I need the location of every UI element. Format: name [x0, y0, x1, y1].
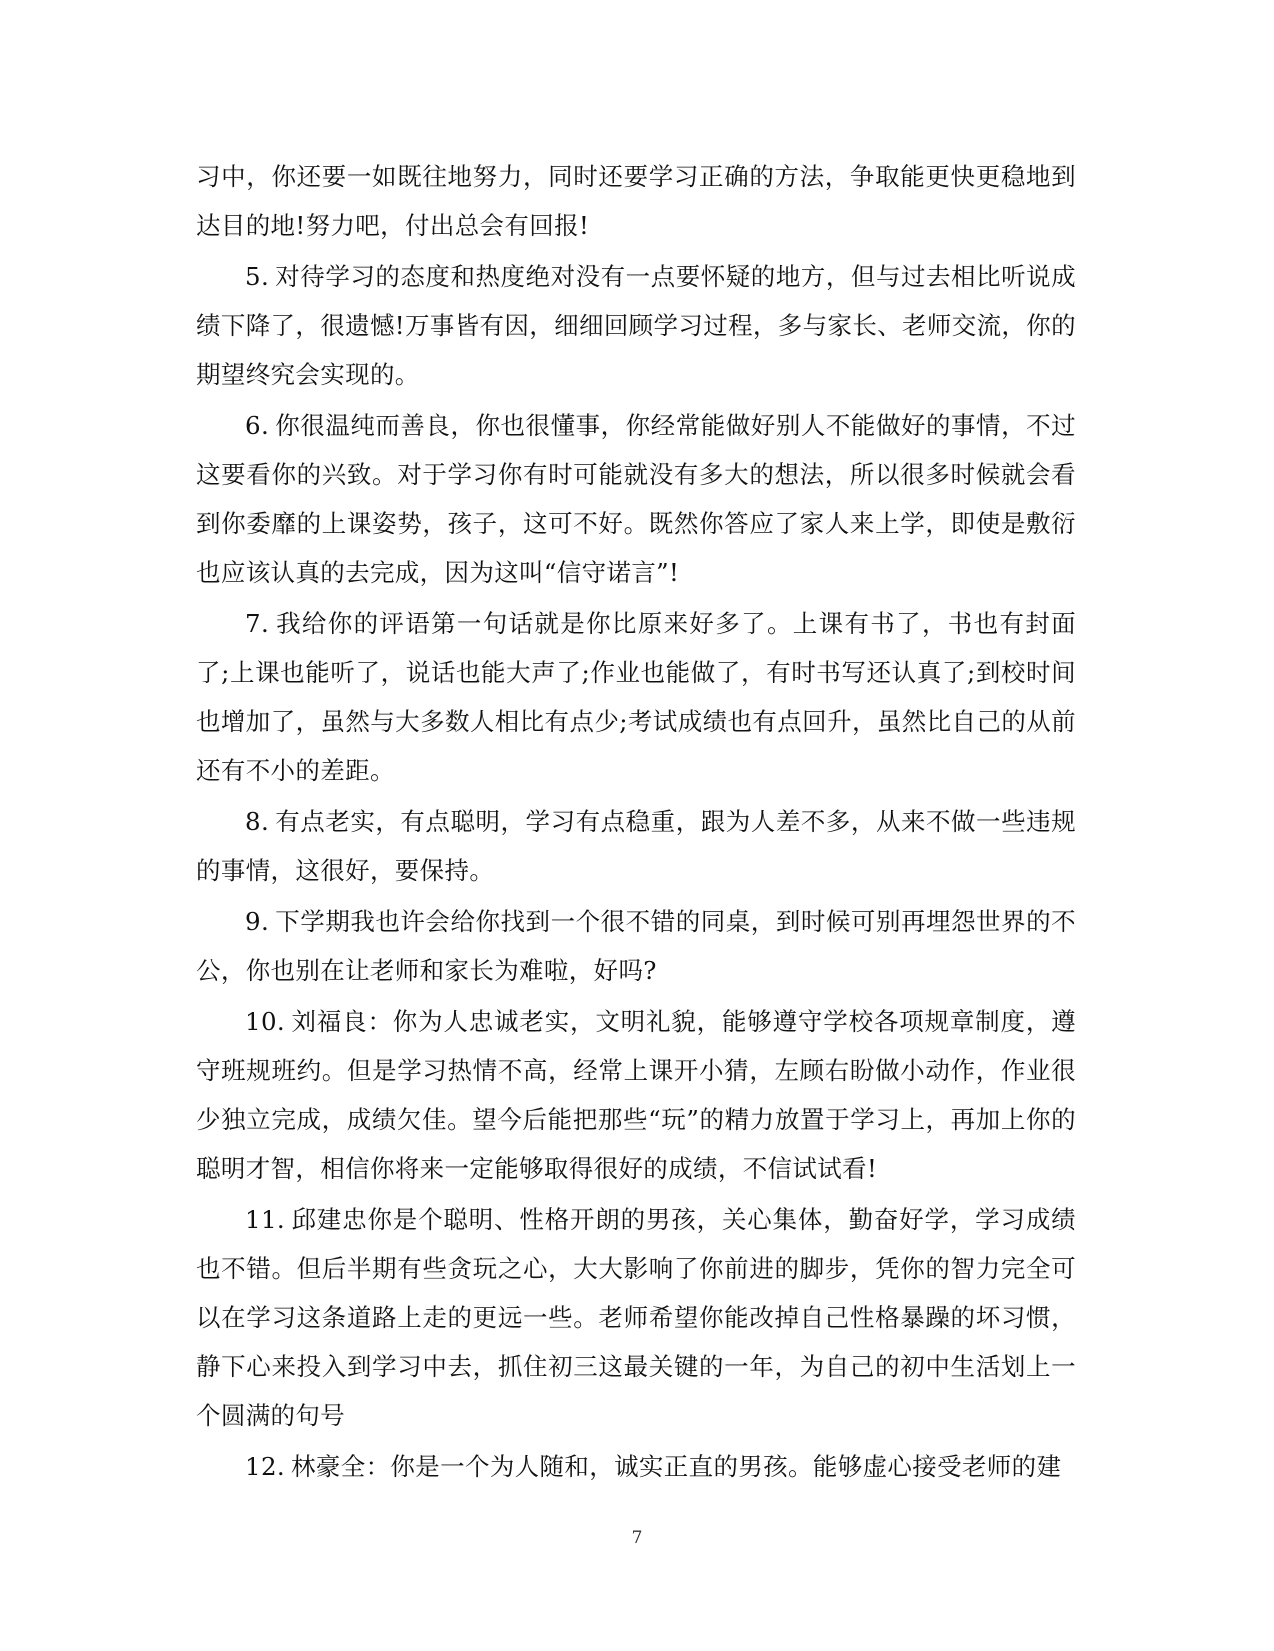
- paragraph-item-5: [196, 252, 1076, 399]
- item-number: 11.: [245, 1205, 286, 1234]
- item-number: 12.: [245, 1452, 286, 1481]
- paragraph-text: 下学期我也许会给你找到一个很不错的同桌，到时候可别再埋怨世界的不公，你也别在让老师和家长为难啦，好吗?: [196, 907, 1076, 985]
- item-number: 6.: [245, 411, 270, 440]
- item-number: 9.: [245, 907, 270, 936]
- item-number: 5.: [245, 262, 270, 291]
- paragraph-text: 我给你的评语第一句话就是你比原来好多了。上课有书了，书也有封面了;上课也能听了，说话也能大声了;作业也能做了，有时书写还认真了;到校时间也增加了，虽然与大多数人相比有点少;考试成绩也有点回升，虽然比自己的从前还有不小的差距。: [196, 609, 1076, 785]
- item-number: 8.: [245, 807, 270, 836]
- paragraph-text: 对待学习的态度和热度绝对没有一点要怀疑的地方，但与过去相比听说成绩下降了，很遗憾!万事皆有因，细细回顾学习过程，多与家长、老师交流，你的期望终究会实现的。: [196, 262, 1076, 389]
- paragraph-item-10: [196, 997, 1076, 1193]
- item-number: 10.: [245, 1007, 286, 1036]
- paragraph-text: 林豪全：你是一个为人随和，诚实正直的男孩。能够虚心接受老师的建: [291, 1452, 1062, 1481]
- paragraph-text: 邱建忠你是个聪明、性格开朗的男孩，关心集体，勤奋好学，学习成绩也不错。但后半期有些贪玩之心，大大影响了你前进的脚步，凭你的智力完全可以在学习这条道路上走的更远一些。老师希望你能改掉自己性格暴躁的坏习惯，静下心来投入到学习中去，抓住初三这最关键的一年，为自己的初中生活划上一个圆满的句号: [196, 1205, 1076, 1430]
- paragraph-text: 刘福良：你为人忠诚老实，文明礼貌，能够遵守学校各项规章制度，遵守班规班约。但是学习热情不高，经常上课开小猜，左顾右盼做小动作，作业很少独立完成，成绩欠佳。望今后能把那些“玩”的精力放置于学习上，再加上你的聪明才智，相信你将来一定能够取得很好的成绩，不信试试看!: [196, 1007, 1076, 1183]
- paragraph-item-8: [196, 797, 1076, 895]
- paragraph-continuation: [196, 152, 1076, 250]
- paragraph-item-11: [196, 1195, 1076, 1440]
- page-number: 7: [631, 1528, 643, 1548]
- document-body: [196, 152, 1076, 1493]
- paragraph-item-12: [196, 1442, 1076, 1491]
- paragraph-text: 有点老实，有点聪明，学习有点稳重，跟为人差不多，从来不做一些违规的事情，这很好，要保持。: [196, 807, 1076, 885]
- paragraph-item-9: [196, 897, 1076, 995]
- paragraph-text: 你很温纯而善良，你也很懂事，你经常能做好别人不能做好的事情，不过这要看你的兴致。对于学习你有时可能就没有多大的想法，所以很多时候就会看到你委靡的上课姿势，孩子，这可不好。既然你答应了家人来上学，即使是敷衍也应该认真的去完成，因为这叫“信守诺言”!: [196, 411, 1076, 587]
- item-number: 7.: [245, 609, 270, 638]
- paragraph-text: 习中，你还要一如既往地努力，同时还要学习正确的方法，争取能更快更稳地到达目的地!努力吧，付出总会有回报!: [196, 162, 1076, 240]
- paragraph-item-6: [196, 401, 1076, 597]
- paragraph-item-7: [196, 599, 1076, 795]
